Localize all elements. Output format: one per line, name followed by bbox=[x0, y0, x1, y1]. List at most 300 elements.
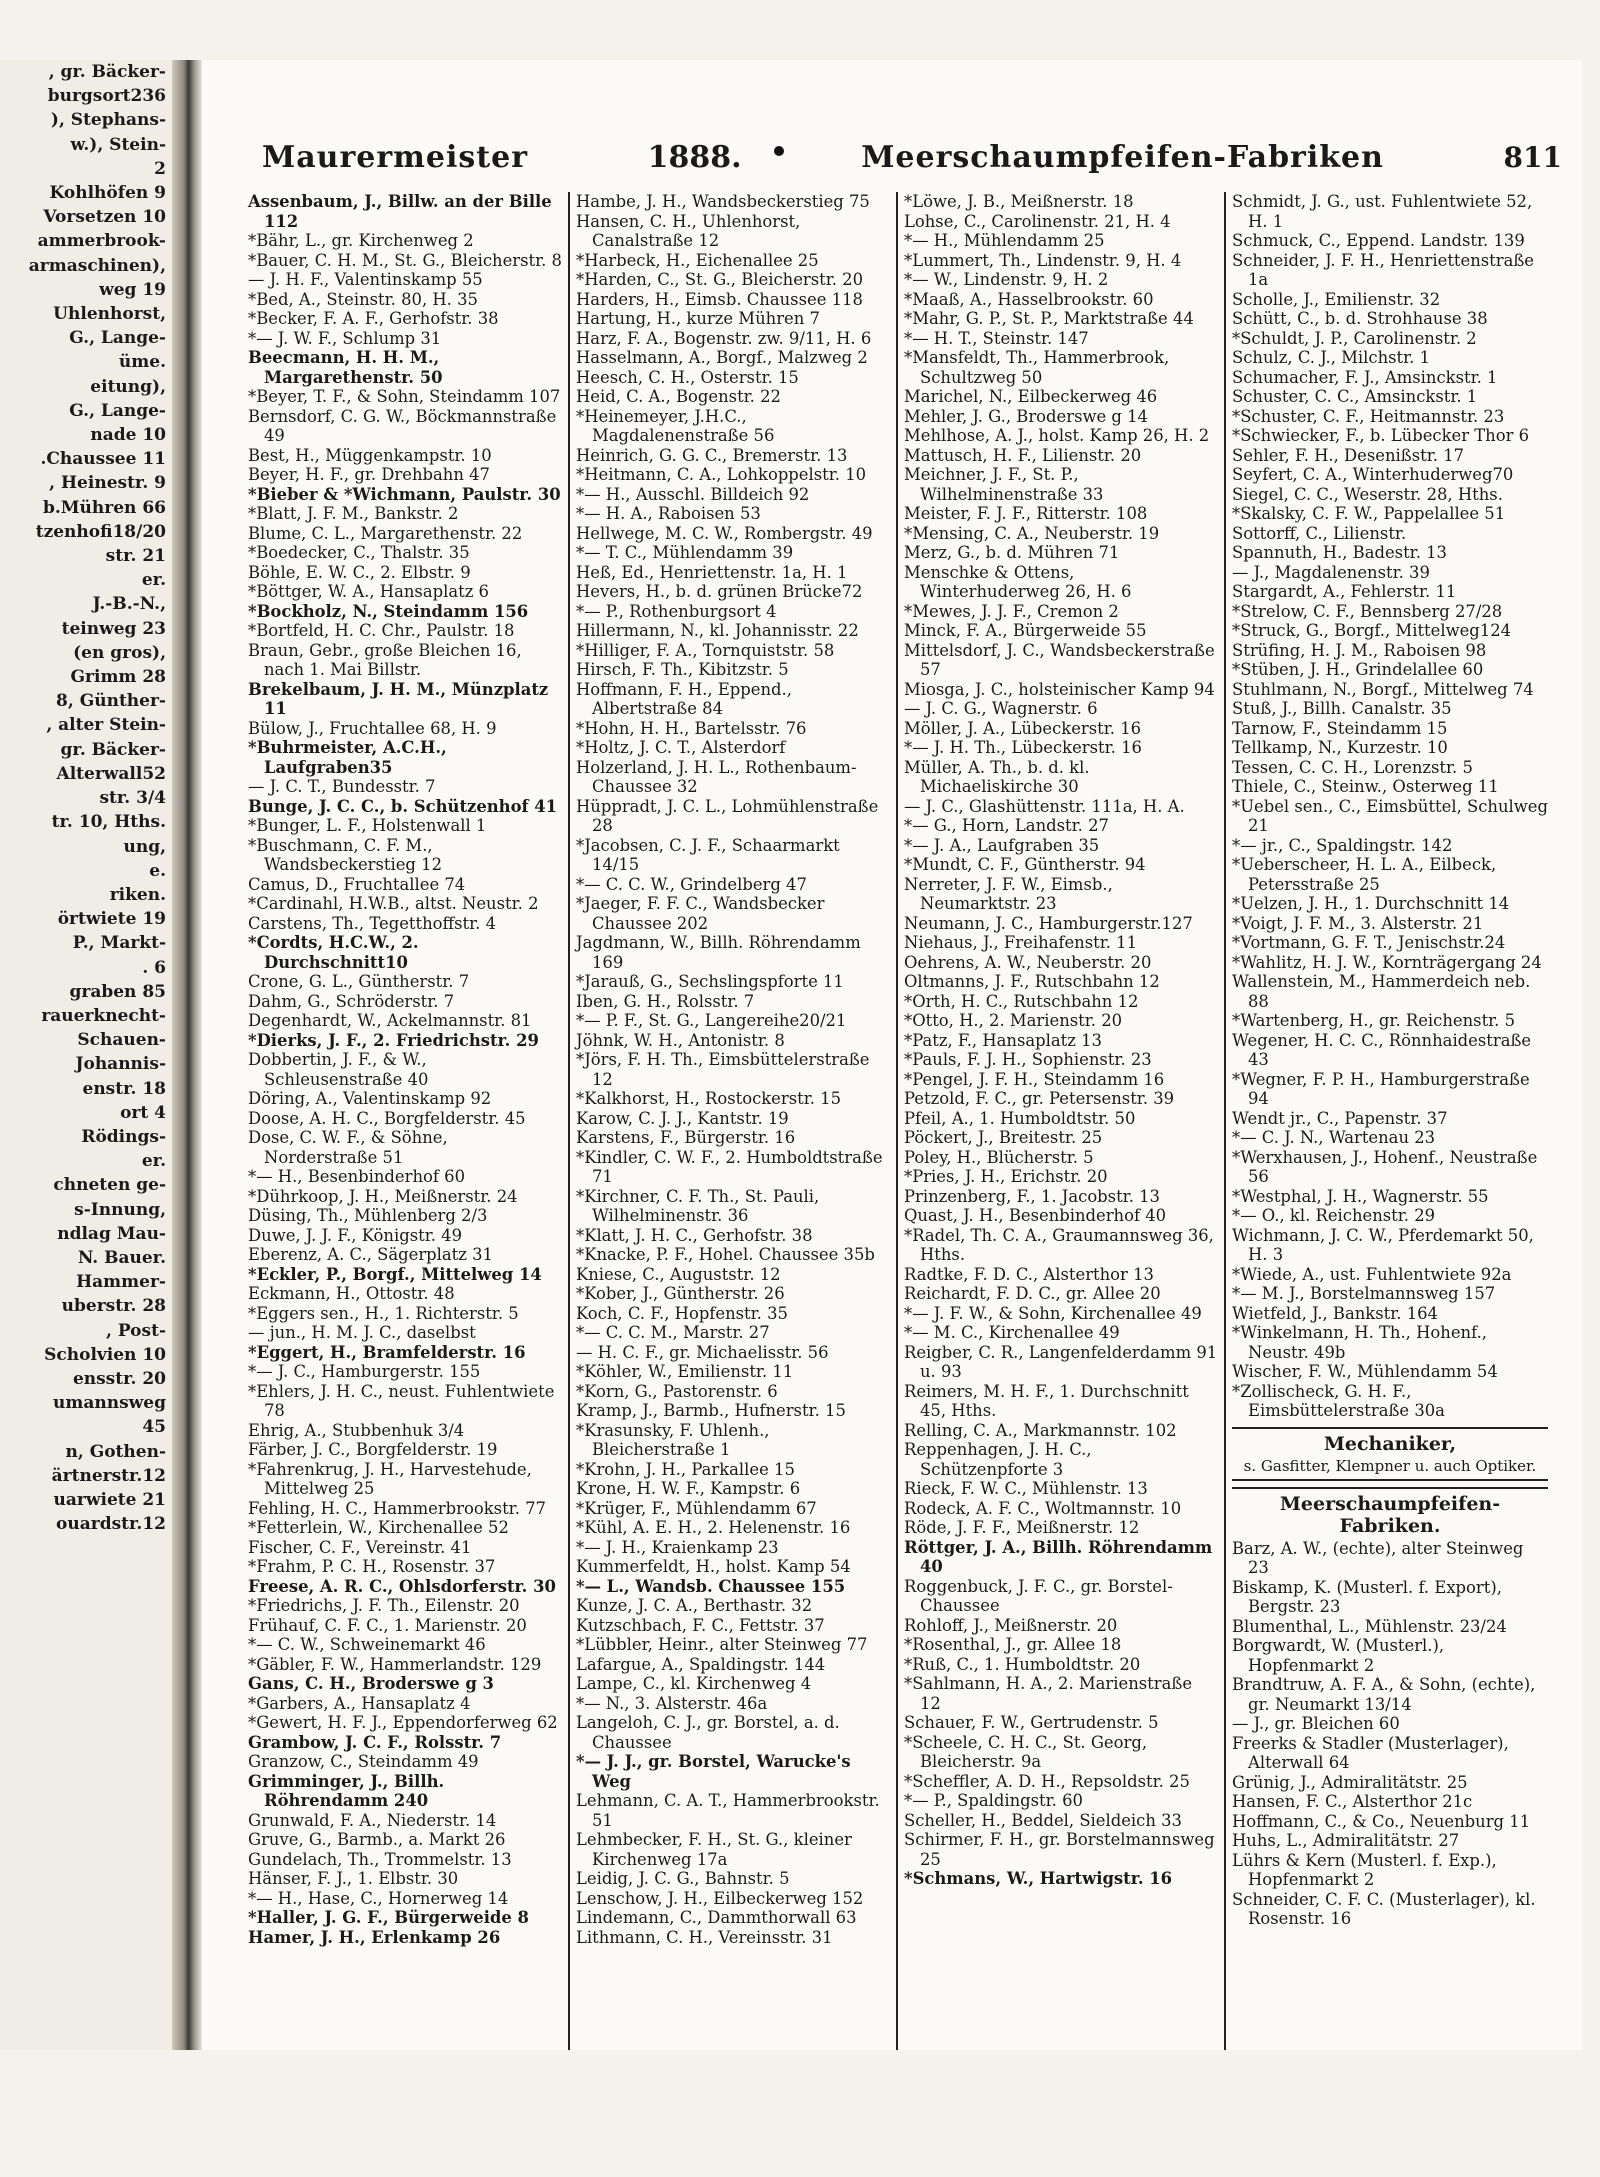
directory-entry: *Knacke, P. F., Hohel. Chaussee 35b bbox=[576, 1245, 875, 1264]
directory-entry: Brekelbaum, J. H. M., Münzplatz 11 bbox=[248, 679, 549, 718]
prev-page-fragment: teinweg 23 bbox=[61, 618, 166, 639]
previous-page-edge bbox=[0, 60, 172, 2060]
directory-entry: *Pauls, F. J. H., Sophienstr. 23 bbox=[904, 1050, 1152, 1069]
directory-entry: *Frahm, P. C. H., Rosenstr. 37 bbox=[248, 1557, 496, 1576]
directory-entry: *Beyer, T. F., & Sohn, Steindamm 107 bbox=[248, 387, 561, 406]
directory-entry: Fischer, C. F., Vereinstr. 41 bbox=[248, 1537, 472, 1557]
prev-page-fragment: örtwiete 19 bbox=[57, 909, 166, 930]
directory-entry: *Bockholz, N., Steindamm 156 bbox=[248, 601, 529, 621]
directory-entry: *Bunger, L. F., Holstenwall 1 bbox=[248, 816, 487, 835]
directory-entry: Miosga, J. C., holsteinischer Kamp 94 bbox=[904, 679, 1215, 699]
directory-entry: *— J. C., Hamburgerstr. 155 bbox=[248, 1362, 481, 1381]
directory-entry: Hirsch, F. Th., Kibitzstr. 5 bbox=[576, 660, 789, 679]
directory-entry: *Stüben, J. H., Grindelallee 60 bbox=[1232, 660, 1484, 679]
prev-page-fragment: w.), Stein- bbox=[70, 134, 166, 155]
directory-entry: *Pries, J. H., Erichstr. 20 bbox=[904, 1167, 1108, 1186]
directory-entry: Lindemann, C., Dammthorwall 63 bbox=[576, 1908, 857, 1927]
directory-entry: Brandtruw, A. F. A., & Sohn, (echte), gr. Neumarkt 13/14 bbox=[1232, 1675, 1536, 1714]
column-1 bbox=[242, 192, 570, 2072]
directory-entry: *Bauer, C. H. M., St. G., Bleicherstr. 8 bbox=[248, 250, 562, 270]
directory-entry: *Köhler, W., Emilienstr. 11 bbox=[576, 1362, 794, 1381]
prev-page-fragment: n, Gothen- bbox=[65, 1441, 166, 1462]
directory-entry: Quast, J. H., Besenbinderhof 40 bbox=[904, 1206, 1167, 1225]
directory-entry: *Struck, G., Borgf., Mittelweg124 bbox=[1232, 621, 1512, 640]
directory-entry: *Kindler, C. W. F., 2. Humboldtstraße 71 bbox=[576, 1147, 883, 1186]
directory-entry: *— H., Besenbinderhof 60 bbox=[248, 1167, 466, 1186]
directory-entry: — J. C., Glashüttenstr. 111a, H. A. bbox=[904, 796, 1185, 816]
directory-entry: *Bed, A., Steinstr. 80, H. 35 bbox=[248, 289, 478, 309]
directory-entry: *Cardinahl, H.W.B., altst. Neustr. 2 bbox=[248, 894, 539, 913]
directory-entry: Lehmbecker, F. H., St. G., kleiner Kirchenweg 17a bbox=[576, 1830, 852, 1869]
directory-entry: *Scheele, C. H. C., St. Georg, Bleicherstr. 9a bbox=[904, 1732, 1148, 1771]
prev-page-fragment: rauerknecht- bbox=[41, 1005, 166, 1026]
directory-entry: *— H., Mühlendamm 25 bbox=[904, 231, 1105, 250]
directory-entry: *Schuster, C. F., Heitmannstr. 23 bbox=[1232, 406, 1505, 426]
prev-page-fragment: , gr. Bäcker- bbox=[48, 62, 166, 82]
directory-entry: Grimminger, J., Billh. Röhrendamm 240 bbox=[248, 1771, 445, 1810]
prev-page-fragment: gr. Bäcker- bbox=[60, 739, 166, 760]
directory-entry: Schneider, J. F. H., Henriettenstraße 1a bbox=[1232, 250, 1534, 289]
directory-entry: Hänser, F. J., 1. Elbstr. 30 bbox=[248, 1869, 459, 1888]
directory-entry: Gundelach, Th., Trommelstr. 13 bbox=[248, 1849, 512, 1869]
directory-entry: *— N., 3. Alsterstr. 46a bbox=[576, 1693, 768, 1713]
prev-page-fragment: ouardstr.12 bbox=[56, 1514, 166, 1535]
directory-entry: *Skalsky, C. F. W., Pappelallee 51 bbox=[1232, 504, 1506, 523]
directory-entry: *Fetterlein, W., Kirchenallee 52 bbox=[248, 1518, 509, 1537]
directory-entry: *Bähr, L., gr. Kirchenweg 2 bbox=[248, 231, 474, 250]
column-2 bbox=[570, 192, 898, 2072]
directory-entry: *— P., Rothenburgsort 4 bbox=[576, 601, 777, 621]
prev-page-fragment: enstr. 18 bbox=[82, 1078, 166, 1099]
directory-entry: Frühauf, C. F. C., 1. Marienstr. 20 bbox=[248, 1615, 527, 1635]
directory-entry: Merz, G., b. d. Mühren 71 bbox=[904, 543, 1120, 562]
directory-entry: Karstens, F., Bürgerstr. 16 bbox=[576, 1128, 796, 1147]
directory-entry: *Gewert, H. F. J., Eppendorferweg 62 bbox=[248, 1713, 558, 1732]
directory-entry: *Krohn, J. H., Parkallee 15 bbox=[576, 1459, 795, 1479]
directory-entry: Degenhardt, W., Ackelmannstr. 81 bbox=[248, 1011, 532, 1030]
prev-page-fragment: Vorsetzen 10 bbox=[43, 207, 166, 228]
directory-entry: *Eggert, H., Bramfelderstr. 16 bbox=[248, 1342, 526, 1362]
directory-entry: *— C. C. M., Marstr. 27 bbox=[576, 1323, 770, 1342]
directory-entry: *Bieber & *Wichmann, Paulstr. 30 bbox=[248, 484, 561, 504]
directory-entry: *— H. T., Steinstr. 147 bbox=[904, 328, 1089, 348]
directory-entry: *— O., kl. Reichenstr. 29 bbox=[1232, 1206, 1436, 1225]
directory-entry: Jöhnk, W. H., Antonistr. 8 bbox=[576, 1030, 785, 1050]
directory-entry: Radtke, F. D. C., Alsterthor 13 bbox=[904, 1264, 1154, 1284]
directory-entry: Heß, Ed., Henriettenstr. 1a, H. 1 bbox=[576, 562, 848, 582]
directory-entry: Wietfeld, J., Bankstr. 164 bbox=[1232, 1303, 1438, 1323]
directory-entry: Reimers, M. H. F., 1. Durchschnitt 45, Hths. bbox=[904, 1381, 1189, 1420]
prev-page-fragment: N. Bauer. bbox=[77, 1247, 166, 1268]
directory-entry: Krone, H. W. F., Kampstr. 6 bbox=[576, 1479, 801, 1498]
directory-entry: *Ehlers, J. H. C., neust. Fuhlentwiete 78 bbox=[248, 1381, 555, 1420]
directory-entry: Biskamp, K. (Musterl. f. Export), Bergstr. 23 bbox=[1232, 1577, 1502, 1616]
directory-entry: *Eggers sen., H., 1. Richterstr. 5 bbox=[248, 1303, 519, 1323]
directory-entry: Poley, H., Blücherstr. 5 bbox=[904, 1147, 1094, 1167]
column-4 bbox=[1226, 192, 1554, 2072]
prev-page-fragment: er. bbox=[141, 570, 166, 591]
directory-entry: Lafargue, A., Spaldingstr. 144 bbox=[576, 1654, 826, 1674]
directory-entry: *Werxhausen, J., Hohenf., Neustraße 56 bbox=[1232, 1147, 1538, 1186]
directory-entry: *Holtz, J. C. T., Alsterdorf bbox=[576, 738, 786, 757]
directory-entry: Thiele, C., Steinw., Osterweg 11 bbox=[1232, 777, 1499, 796]
prev-page-fragment: G., Lange- bbox=[69, 328, 166, 349]
directory-columns bbox=[242, 192, 1557, 2072]
directory-entry: Roggenbuck, J. F. C., gr. Borstel-Chaussee bbox=[904, 1576, 1173, 1615]
directory-entry: Kramp, J., Barmb., Hufnerstr. 15 bbox=[576, 1401, 846, 1420]
directory-entry: *Uelzen, J. H., 1. Durchschnitt 14 bbox=[1232, 894, 1510, 913]
directory-entry: Hasselmann, A., Borgf., Malzweg 2 bbox=[576, 348, 868, 367]
directory-entry: Hansen, F. C., Alsterthor 21c bbox=[1232, 1792, 1473, 1811]
prev-page-fragment: üme. bbox=[118, 352, 166, 373]
directory-entry: Karow, C. J. J., Kantstr. 19 bbox=[576, 1108, 789, 1128]
prev-page-fragment: umannsweg bbox=[53, 1393, 166, 1414]
directory-entry: Langeloh, C. J., gr. Borstel, a. d. Chaussee bbox=[576, 1713, 840, 1752]
directory-entry: Sottorff, C., Lilienstr. bbox=[1232, 523, 1407, 543]
directory-entry: Dobbertin, J. F., & W., Schleusenstraße 40 bbox=[248, 1050, 429, 1089]
directory-entry: *— J. J., gr. Borstel, Warucke's Weg bbox=[576, 1752, 851, 1791]
directory-entry: *Kalkhorst, H., Rostockerstr. 15 bbox=[576, 1089, 842, 1108]
prev-page-fragment: P., Markt- bbox=[72, 933, 166, 954]
directory-entry: *Sahlmann, H. A., 2. Marienstraße 12 bbox=[904, 1674, 1193, 1713]
directory-entry: *— H. A., Raboisen 53 bbox=[576, 504, 761, 523]
directory-entry: *Westphal, J. H., Wagnerstr. 55 bbox=[1232, 1186, 1489, 1206]
directory-entry: *Blatt, J. F. M., Bankstr. 2 bbox=[248, 504, 459, 523]
directory-entry: Hüppradt, J. C. L., Lohmühlenstraße 28 bbox=[576, 796, 879, 835]
directory-entry: Gruve, G., Barmb., a. Markt 26 bbox=[248, 1830, 506, 1849]
directory-entry: Kniese, C., Auguststr. 12 bbox=[576, 1264, 781, 1284]
directory-entry: *Rosenthal, J., gr. Allee 18 bbox=[904, 1635, 1122, 1654]
prev-page-fragment: Schauen- bbox=[77, 1030, 166, 1051]
directory-entry: Leidig, J. C. G., Bahnstr. 5 bbox=[576, 1869, 790, 1888]
directory-entry: *Vortmann, G. F. T., Jenischstr.24 bbox=[1232, 933, 1506, 952]
directory-entry: Mehler, J. G., Broderswe g 14 bbox=[904, 406, 1148, 426]
directory-entry: Hillermann, N., kl. Johannisstr. 22 bbox=[576, 621, 859, 640]
directory-entry: Hartung, H., kurze Mühren 7 bbox=[576, 309, 820, 328]
directory-entry: *Wegner, F. P. H., Hamburgerstraße 94 bbox=[1232, 1069, 1530, 1108]
directory-entry: Scheller, H., Beddel, Sieldeich 33 bbox=[904, 1810, 1182, 1830]
directory-entry: Huhs, L., Admiralitätstr. 27 bbox=[1232, 1831, 1460, 1850]
directory-entry: *Otto, H., 2. Marienstr. 20 bbox=[904, 1011, 1123, 1030]
directory-entry: Bernsdorf, C. G. W., Böckmannstraße 49 bbox=[248, 406, 557, 445]
directory-entry: Schumacher, F. J., Amsinckstr. 1 bbox=[1232, 367, 1498, 387]
prev-page-fragment: ort 4 bbox=[120, 1102, 166, 1123]
directory-entry: *Buschmann, C. F. M., Wandsbeckerstieg 12 bbox=[248, 835, 442, 874]
prev-page-fragment: J.-B.-N., bbox=[92, 594, 166, 615]
directory-entry: *Kober, J., Güntherstr. 26 bbox=[576, 1284, 785, 1303]
directory-entry: Reichardt, F. D. C., gr. Allee 20 bbox=[904, 1284, 1161, 1303]
directory-entry: — H. C. F., gr. Michaelisstr. 56 bbox=[576, 1342, 829, 1362]
directory-entry: *Gäbler, F. W., Hammerlandstr. 129 bbox=[248, 1654, 542, 1674]
directory-entry: *Scheffler, A. D. H., Repsoldstr. 25 bbox=[904, 1771, 1190, 1791]
directory-entry: *Klatt, J. H. C., Gerhofstr. 38 bbox=[576, 1225, 813, 1245]
page-number: 811 bbox=[1503, 141, 1562, 174]
directory-entry: Schneider, C. F. C. (Musterlager), kl. Rosenstr. 16 bbox=[1232, 1889, 1536, 1928]
column-3 bbox=[898, 192, 1226, 2072]
directory-entry: Hellwege, M. C. W., Rombergstr. 49 bbox=[576, 523, 873, 543]
prev-page-fragment: Kohlhöfen 9 bbox=[49, 183, 166, 204]
section-heading: Meerschaumpfeifen-Fabriken. bbox=[1232, 1487, 1548, 1537]
directory-entry: Schulz, C. J., Milchstr. 1 bbox=[1232, 348, 1431, 367]
directory-entry: Blume, C. L., Margarethenstr. 22 bbox=[248, 523, 523, 543]
directory-entry: Doose, A. H. C., Borgfelderstr. 45 bbox=[248, 1108, 526, 1128]
directory-entry: Lampe, C., kl. Kirchenweg 4 bbox=[576, 1674, 812, 1693]
header-right-title: Meerschaumpfeifen-Fabriken bbox=[861, 140, 1384, 175]
directory-entry: Petzold, F. C., gr. Petersenstr. 39 bbox=[904, 1089, 1175, 1108]
directory-entry: Schütt, C., b. d. Strohhause 38 bbox=[1232, 309, 1488, 328]
directory-entry: Mattusch, H. F., Lilienstr. 20 bbox=[904, 445, 1142, 465]
prev-page-fragment: ndlag Mau- bbox=[57, 1223, 166, 1244]
prev-page-fragment: weg 19 bbox=[99, 279, 166, 300]
directory-page bbox=[202, 60, 1582, 2110]
directory-entry: *— P., Spaldingstr. 60 bbox=[904, 1791, 1083, 1810]
directory-entry: *Mensing, C. A., Neuberstr. 19 bbox=[904, 523, 1160, 543]
prev-page-fragment: (en gros), bbox=[73, 642, 166, 663]
prev-page-fragment: uberstr. 28 bbox=[61, 1296, 166, 1317]
directory-entry: *— C. C. W., Grindelberg 47 bbox=[576, 874, 807, 894]
prev-page-fragment: Grimm 28 bbox=[70, 667, 166, 688]
directory-entry: *Orth, H. C., Rutschbahn 12 bbox=[904, 991, 1139, 1011]
directory-entry: Rieck, F. W. C., Mühlenstr. 13 bbox=[904, 1479, 1148, 1498]
directory-entry: *Mahr, G. P., St. P., Marktstraße 44 bbox=[904, 309, 1194, 328]
directory-entry: *Jarauß, G., Sechslingspforte 11 bbox=[576, 972, 844, 991]
directory-entry: *Schwiecker, F., b. Lübecker Thor 6 bbox=[1232, 426, 1530, 445]
directory-entry: Lenschow, J. H., Eilbeckerweg 152 bbox=[576, 1888, 864, 1908]
directory-entry: Tessen, C. C. H., Lorenzstr. 5 bbox=[1232, 757, 1473, 777]
directory-entry: *Boedecker, C., Thalstr. 35 bbox=[248, 543, 470, 562]
directory-entry: *Jacobsen, C. J. F., Schaarmarkt 14/15 bbox=[576, 835, 840, 874]
directory-entry: *— T. C., Mühlendamm 39 bbox=[576, 543, 794, 562]
directory-entry: *— C. W., Schweinemarkt 46 bbox=[248, 1635, 486, 1654]
directory-entry: *Krasunsky, F. Uhlenh., Bleicherstraße 1 bbox=[576, 1420, 770, 1459]
directory-entry: Pfeil, A., 1. Humboldtstr. 50 bbox=[904, 1108, 1136, 1128]
directory-entry: *— H., Ausschl. Billdeich 92 bbox=[576, 484, 810, 504]
directory-entry: Wegener, H. C. C., Rönnhaidestraße 43 bbox=[1232, 1030, 1532, 1069]
directory-entry: Hambe, J. H., Wandsbeckerstieg 75 bbox=[576, 192, 870, 211]
directory-entry: *Schmans, W., Hartwigstr. 16 bbox=[904, 1869, 1173, 1888]
directory-entry: Dahm, G., Schröderstr. 7 bbox=[248, 991, 455, 1011]
directory-entry: Relling, C. A., Markmannstr. 102 bbox=[904, 1420, 1177, 1440]
prev-page-fragment: Scholvien 10 bbox=[44, 1344, 166, 1365]
directory-entry: Menschke & Ottens, Winterhuderweg 26, H. 6 bbox=[904, 562, 1132, 601]
directory-entry: Strüfing, H. J. M., Raboisen 98 bbox=[1232, 640, 1487, 660]
directory-entry: Döring, A., Valentinskamp 92 bbox=[248, 1089, 492, 1108]
directory-entry: *Patz, F., Hansaplatz 13 bbox=[904, 1030, 1102, 1050]
directory-entry: Harz, F. A., Bogenstr. zw. 9/11, H. 6 bbox=[576, 328, 872, 348]
directory-entry: Beyer, H. F., gr. Drehbahn 47 bbox=[248, 465, 490, 484]
directory-entry: *— P. F., St. G., Langereihe20/21 bbox=[576, 1011, 847, 1030]
directory-entry: Böhle, E. W. C., 2. Elbstr. 9 bbox=[248, 562, 471, 582]
directory-entry: Bülow, J., Fruchtallee 68, H. 9 bbox=[248, 718, 497, 738]
directory-entry: *— G., Horn, Landstr. 27 bbox=[904, 816, 1109, 835]
prev-page-fragment: ärtnerstr.12 bbox=[51, 1465, 166, 1486]
directory-entry: Pöckert, J., Breitestr. 25 bbox=[904, 1128, 1103, 1147]
directory-entry: Grambow, J. C. F., Rolsstr. 7 bbox=[248, 1732, 502, 1752]
directory-entry: *Mansfeldt, Th., Hammerbrook, Schultzweg 50 bbox=[904, 348, 1170, 387]
directory-entry: *Jaeger, F. F. C., Wandsbecker Chaussee 202 bbox=[576, 894, 825, 933]
directory-entry: Marichel, N., Eilbeckerweg 46 bbox=[904, 387, 1158, 406]
directory-entry: *Wartenberg, H., gr. Reichenstr. 5 bbox=[1232, 1011, 1516, 1030]
directory-entry: *— W., Lindenstr. 9, H. 2 bbox=[904, 270, 1109, 289]
directory-entry: Röde, J. F. F., Meißnerstr. 12 bbox=[904, 1518, 1140, 1537]
prev-page-fragment: tzenhofi18/20 bbox=[35, 521, 166, 542]
header-year: 1888. bbox=[647, 140, 742, 175]
directory-entry: *Winkelmann, H. Th., Hohenf., Neustr. 49b bbox=[1232, 1323, 1487, 1362]
directory-entry: Heid, C. A., Bogenstr. 22 bbox=[576, 387, 781, 406]
directory-entry: Kunze, J. C. A., Berthastr. 32 bbox=[576, 1596, 813, 1615]
directory-entry: Grunwald, F. A., Niederstr. 14 bbox=[248, 1810, 497, 1830]
prev-page-fragment: str. 3/4 bbox=[99, 788, 166, 809]
directory-entry: Gans, C. H., Broderswe g 3 bbox=[248, 1674, 494, 1693]
directory-entry: Kummerfeldt, H., holst. Kamp 54 bbox=[576, 1557, 851, 1576]
directory-entry: Kutzschbach, F. C., Fettstr. 37 bbox=[576, 1615, 825, 1635]
directory-entry: Harders, H., Eimsb. Chaussee 118 bbox=[576, 289, 863, 309]
directory-entry: *Heinemeyer, J.H.C., Magdalenenstraße 56 bbox=[576, 406, 775, 445]
directory-entry: — J., gr. Bleichen 60 bbox=[1232, 1714, 1400, 1733]
directory-entry: *Ruß, C., 1. Humboldtstr. 20 bbox=[904, 1654, 1141, 1674]
prev-page-fragment: 2 bbox=[154, 158, 166, 179]
directory-entry: *Schuldt, J. P., Carolinenstr. 2 bbox=[1232, 328, 1477, 348]
directory-entry: *Krüger, F., Mühlendamm 67 bbox=[576, 1498, 817, 1518]
directory-entry: Müller, A. Th., b. d. kl. Michaeliskirche 30 bbox=[904, 757, 1090, 796]
directory-entry: Borgwardt, W. (Musterl.), Hopfenmarkt 2 bbox=[1232, 1636, 1445, 1675]
directory-entry: Meister, F. J. F., Ritterstr. 108 bbox=[904, 504, 1148, 523]
directory-entry: Prinzenberg, F., 1. Jacobstr. 13 bbox=[904, 1186, 1160, 1206]
directory-entry: *— L., Wandsb. Chaussee 155 bbox=[576, 1576, 846, 1596]
directory-entry: Lohse, C., Carolinenstr. 21, H. 4 bbox=[904, 211, 1171, 231]
directory-entry: *Löwe, J. B., Meißnerstr. 18 bbox=[904, 192, 1134, 211]
directory-entry: Röttger, J. A., Billh. Röhrendamm 40 bbox=[904, 1537, 1213, 1576]
directory-entry: Reppenhagen, J. H. C., Schützenpforte 3 bbox=[904, 1440, 1092, 1479]
directory-entry: *— J. A., Laufgraben 35 bbox=[904, 835, 1100, 855]
directory-entry: Stuhlmann, N., Borgf., Mittelweg 74 bbox=[1232, 679, 1534, 699]
directory-entry: Wichmann, J. C. W., Pferdemarkt 50, H. 3 bbox=[1232, 1225, 1534, 1264]
directory-entry: Neumann, J. C., Hamburgerstr.127 bbox=[904, 913, 1193, 933]
directory-entry: — jun., H. M. J. C., daselbst bbox=[248, 1323, 476, 1342]
prev-page-fragment: b.Mühren 66 bbox=[42, 497, 166, 518]
directory-entry: *Harden, C., St. G., Bleicherstr. 20 bbox=[576, 270, 864, 289]
directory-entry: Best, H., Müggenkampstr. 10 bbox=[248, 445, 492, 465]
directory-entry: Tellkamp, N., Kurzestr. 10 bbox=[1232, 738, 1448, 757]
directory-entry: Holzerland, J. H. L., Rothenbaum-Chaussee 32 bbox=[576, 757, 857, 796]
directory-entry: Braun, Gebr., große Bleichen 16, nach 1. Mai Billstr. bbox=[248, 640, 522, 679]
directory-entry: *— J. F. W., & Sohn, Kirchenallee 49 bbox=[904, 1303, 1202, 1323]
prev-page-fragment: Johannis- bbox=[75, 1054, 166, 1075]
directory-entry: *Zollischeck, G. H. F., Eimsbüttelerstraße 30a bbox=[1232, 1381, 1445, 1420]
directory-entry: *Korn, G., Pastorenstr. 6 bbox=[576, 1381, 778, 1401]
directory-entry: *— M. C., Kirchenallee 49 bbox=[904, 1323, 1120, 1342]
prev-page-fragment: ), Stephans- bbox=[50, 110, 166, 131]
section-heading: Mechaniker, bbox=[1232, 1427, 1548, 1455]
directory-entry: Lehmann, C. A. T., Hammerbrookstr. 51 bbox=[576, 1791, 880, 1830]
directory-entry: Seyfert, C. A., Winterhuderweg70 bbox=[1232, 465, 1514, 484]
directory-entry: *Uebel sen., C., Eimsbüttel, Schulweg 21 bbox=[1232, 796, 1548, 835]
directory-entry: *— J. W. F., Schlump 31 bbox=[248, 328, 442, 348]
directory-entry: Iben, G. H., Rolsstr. 7 bbox=[576, 991, 755, 1011]
directory-entry: *Maaß, A., Hasselbrookstr. 60 bbox=[904, 289, 1154, 309]
directory-entry: Lithmann, C. H., Vereinsstr. 31 bbox=[576, 1927, 833, 1947]
directory-entry: Färber, J. C., Borgfelderstr. 19 bbox=[248, 1440, 498, 1459]
directory-entry: Hamer, J. H., Erlenkamp 26 bbox=[248, 1927, 501, 1947]
directory-entry: Grünig, J., Admiralitätstr. 25 bbox=[1232, 1772, 1468, 1792]
directory-entry: Stargardt, A., Fehlerstr. 11 bbox=[1232, 582, 1457, 601]
directory-entry: Beecmann, H. H. M., Margarethenstr. 50 bbox=[248, 348, 443, 387]
directory-entry: Oltmanns, J. F., Rutschbahn 12 bbox=[904, 972, 1160, 991]
prev-page-fragment: Hammer- bbox=[76, 1272, 166, 1293]
directory-entry: Bunge, J. C. C., b. Schützenhof 41 bbox=[248, 796, 558, 816]
directory-entry: *Becker, F. A. F., Gerhofstr. 38 bbox=[248, 309, 499, 328]
prev-page-fragment: Alterwall52 bbox=[56, 763, 166, 784]
directory-entry: Schirmer, F. H., gr. Borstelmannsweg 25 bbox=[904, 1830, 1215, 1869]
directory-entry: *— jr., C., Spaldingstr. 142 bbox=[1232, 835, 1453, 855]
directory-entry: Eberenz, A. C., Sägerplatz 31 bbox=[248, 1245, 493, 1264]
directory-entry: *Ueberscheer, H. L. A., Eilbeck, Petersstraße 25 bbox=[1232, 855, 1497, 894]
directory-entry: *Radel, Th. C. A., Graumannsweg 36, Hths. bbox=[904, 1225, 1214, 1264]
directory-entry: *Pengel, J. F. H., Steindamm 16 bbox=[904, 1069, 1165, 1089]
prev-page-fragment: ammerbrook- bbox=[37, 231, 166, 252]
directory-entry: Schauer, F. W., Gertrudenstr. 5 bbox=[904, 1713, 1159, 1732]
prev-page-fragment: chneten ge- bbox=[53, 1175, 166, 1196]
directory-entry: *Kühl, A. E. H., 2. Helenenstr. 16 bbox=[576, 1518, 851, 1537]
directory-entry: Eckmann, H., Ottostr. 48 bbox=[248, 1284, 455, 1303]
directory-entry: Dose, C. W. F., & Söhne, Norderstraße 51 bbox=[248, 1128, 448, 1167]
directory-entry: Scholle, J., Emilienstr. 32 bbox=[1232, 289, 1441, 309]
directory-entry: Schmuck, C., Eppend. Landstr. 139 bbox=[1232, 231, 1525, 250]
prev-page-fragment: ung, bbox=[123, 836, 166, 857]
directory-entry: Niehaus, J., Freihafenstr. 11 bbox=[904, 933, 1138, 952]
prev-page-fragment: uarwiete 21 bbox=[53, 1489, 166, 1510]
prev-page-fragment: s-Innung, bbox=[74, 1199, 166, 1220]
directory-entry: Lührs & Kern (Musterl. f. Exp.), Hopfenmarkt 2 bbox=[1232, 1850, 1497, 1889]
directory-entry: *Eckler, P., Borgf., Mittelweg 14 bbox=[248, 1264, 542, 1284]
directory-entry: Sehler, F. H., Desenißstr. 17 bbox=[1232, 445, 1465, 465]
directory-entry: *Bortfeld, H. C. Chr., Paulstr. 18 bbox=[248, 621, 515, 640]
book-gutter bbox=[172, 60, 202, 2050]
directory-entry: *Hohn, H. H., Bartelsstr. 76 bbox=[576, 718, 807, 738]
prev-page-fragment: 8, Günther- bbox=[56, 691, 166, 712]
directory-entry: *Friedrichs, J. F. Th., Eilenstr. 20 bbox=[248, 1596, 520, 1615]
directory-entry: Hansen, C. H., Uhlenhorst, Canalstraße 12 bbox=[576, 211, 801, 250]
directory-entry: Duwe, J. J. F., Königstr. 49 bbox=[248, 1225, 463, 1245]
directory-entry: Mittelsdorf, J. C., Wandsbeckerstraße 57 bbox=[904, 640, 1215, 679]
directory-entry: Reigber, C. R., Langenfelderdamm 91 u. 93 bbox=[904, 1342, 1218, 1381]
directory-entry: Heinrich, G. G. C., Bremerstr. 13 bbox=[576, 445, 848, 465]
prev-page-fragment: . 6 bbox=[142, 957, 166, 978]
directory-entry: *Böttger, W. A., Hansaplatz 6 bbox=[248, 582, 489, 601]
directory-entry: *Fahrenkrug, J. H., Harvestehude, Mittelweg 25 bbox=[248, 1459, 532, 1498]
prev-page-fragment: er. bbox=[141, 1151, 166, 1172]
directory-entry: Tarnow, F., Steindamm 15 bbox=[1232, 718, 1448, 738]
directory-entry: Camus, D., Fruchtallee 74 bbox=[248, 874, 466, 894]
directory-entry: — J. H. F., Valentinskamp 55 bbox=[248, 270, 483, 289]
directory-entry: Hoffmann, C., & Co., Neuenburg 11 bbox=[1232, 1811, 1531, 1831]
prev-page-fragment: Uhlenhorst, bbox=[53, 304, 166, 325]
directory-entry: Freese, A. R. C., Ohlsdorferstr. 30 bbox=[248, 1576, 556, 1596]
directory-entry: *Heitmann, C. A., Lohkoppelstr. 10 bbox=[576, 465, 867, 484]
directory-entry: Freerks & Stadler (Musterlager), Alterwall 64 bbox=[1232, 1733, 1509, 1772]
directory-entry: Meichner, J. F., St. P., Wilhelminenstraße 33 bbox=[904, 465, 1104, 504]
directory-entry: *Wahlitz, H. J. W., Kornträgergang 24 bbox=[1232, 952, 1542, 972]
directory-entry: Heesch, C. H., Osterstr. 15 bbox=[576, 367, 799, 387]
prev-page-fragment: nade 10 bbox=[90, 425, 166, 446]
directory-entry: Carstens, Th., Tegetthoffstr. 4 bbox=[248, 913, 497, 933]
directory-entry: *Garbers, A., Hansaplatz 4 bbox=[248, 1693, 471, 1713]
prev-page-fragment: eitung), bbox=[90, 376, 166, 397]
directory-entry: *Mundt, C. F., Güntherstr. 94 bbox=[904, 855, 1146, 874]
directory-entry: *Hilliger, F. A., Tornquiststr. 58 bbox=[576, 640, 835, 660]
prev-page-fragment: , Post- bbox=[106, 1320, 166, 1341]
directory-entry: Koch, C. F., Hopfenstr. 35 bbox=[576, 1303, 788, 1323]
